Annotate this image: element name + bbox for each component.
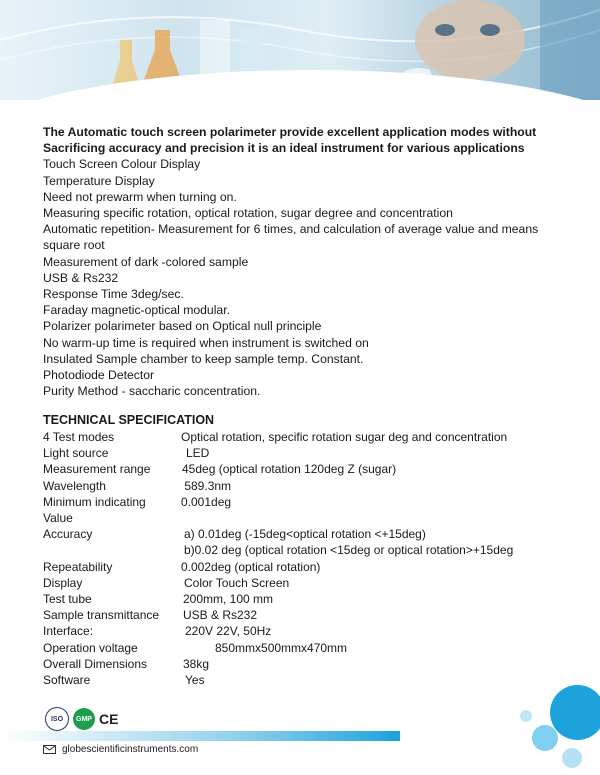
intro-lead-1: The Automatic touch screen polarimeter provide excellent application modes without [43,125,537,139]
spec-key: Display [43,575,83,590]
feature-item: Automatic repetition- Measurement for 6 times, and calculation of average value and means square root [43,222,539,253]
feature-item: Photodiode Detector [43,368,155,383]
spec-row [43,461,583,477]
intro-section [43,124,563,399]
spec-row [43,656,583,672]
spec-value: 0.001deg [181,494,232,509]
spec-value: Color Touch Screen [184,575,290,590]
spec-value: 200mm, 100 mm [183,592,274,607]
spec-row [43,559,583,575]
spec-row [43,672,583,688]
spec-value: 220V 22V, 50Hz [185,624,272,639]
feature-item: Measuring specific rotation, optical rotation, sugar degree and concentration [43,206,453,221]
spec-value: 0.002deg (optical rotation) [181,559,321,574]
footer [43,744,198,755]
feature-item: No warm-up time is required when instrument is switched on [43,335,369,350]
decorative-bubbles [510,680,600,775]
iso-logo: ISO [45,707,69,731]
spec-key: Test tube [43,592,92,607]
spec-row [43,429,583,445]
spec-row [43,526,583,542]
spec-row [43,607,583,623]
spec-value: a) 0.01deg (-15deg<optical rotation <+15deg) [184,527,426,542]
feature-item: Polarizer polarimeter based on Optical null principle [43,319,322,334]
spec-value: b)0.02 deg (optical rotation <15deg or optical rotation>+15deg [184,543,514,558]
envelope-icon [43,745,56,754]
spec-key: 4 Test modes [43,430,115,444]
intro-lead-2: Sacrificing accuracy and precision it is an ideal instrument for various applications [43,141,525,156]
spec-row [43,510,583,526]
spec-title: TECHNICAL SPECIFICATION [43,413,215,427]
spec-key: Operation voltage [43,640,138,655]
spec-row [43,640,583,656]
spec-value: USB & Rs232 [183,608,258,623]
feature-item: Purity Method - saccharic concentration. [43,384,261,399]
spec-key: Software [43,673,91,688]
spec-row [43,542,583,558]
spec-key: Overall Dimensions [43,656,148,671]
spec-key: Light source [43,446,109,461]
feature-item: Response Time 3deg/sec. [43,287,184,302]
feature-item: USB & Rs232 [43,270,119,285]
spec-value: 850mmx500mmx470mm [215,640,348,655]
certification-logos [45,707,118,731]
spec-value: LED [186,446,210,461]
spec-value [181,510,583,526]
spec-key: Minimum indicating [43,494,146,509]
spec-row [43,623,583,639]
spec-row [43,445,583,461]
feature-item: Insulated Sample chamber to keep sample temp. Constant. [43,351,364,366]
spec-key: Accuracy [43,527,93,542]
gmp-logo: GMP [73,708,95,730]
feature-item: Faraday magnetic-optical modular. [43,303,230,318]
header-banner [0,0,600,100]
spec-value: 589.3nm [181,478,232,493]
spec-row [43,494,583,510]
feature-item: Measurement of dark -colored sample [43,254,249,269]
spec-row [43,478,583,494]
spec-key [43,542,181,558]
spec-key: Value [43,511,73,526]
footer-bar [0,731,400,741]
feature-item: Temperature Display [43,173,155,188]
spec-value: Optical rotation, specific rotation sugar deg and concentration [181,430,508,444]
ce-mark: CE [99,711,119,727]
spec-value: 38kg [183,656,210,671]
spec-key: Sample transmittance [43,608,160,623]
spec-key: Interface: [43,624,94,639]
spec-key: Wavelength [43,478,106,493]
spec-key: Repeatability [43,559,113,574]
spec-row [43,575,583,591]
spec-value: Yes [185,673,205,688]
spec-value: 45deg (optical rotation 120deg Z (sugar) [182,462,397,477]
feature-item: Touch Screen Colour Display [43,157,201,172]
spec-row [43,591,583,607]
spec-key: Measurement range [43,462,151,477]
website-link[interactable]: globescientificinstruments.com [62,744,199,755]
spec-table [43,429,583,688]
feature-item: Need not prewarm when turning on. [43,189,237,204]
